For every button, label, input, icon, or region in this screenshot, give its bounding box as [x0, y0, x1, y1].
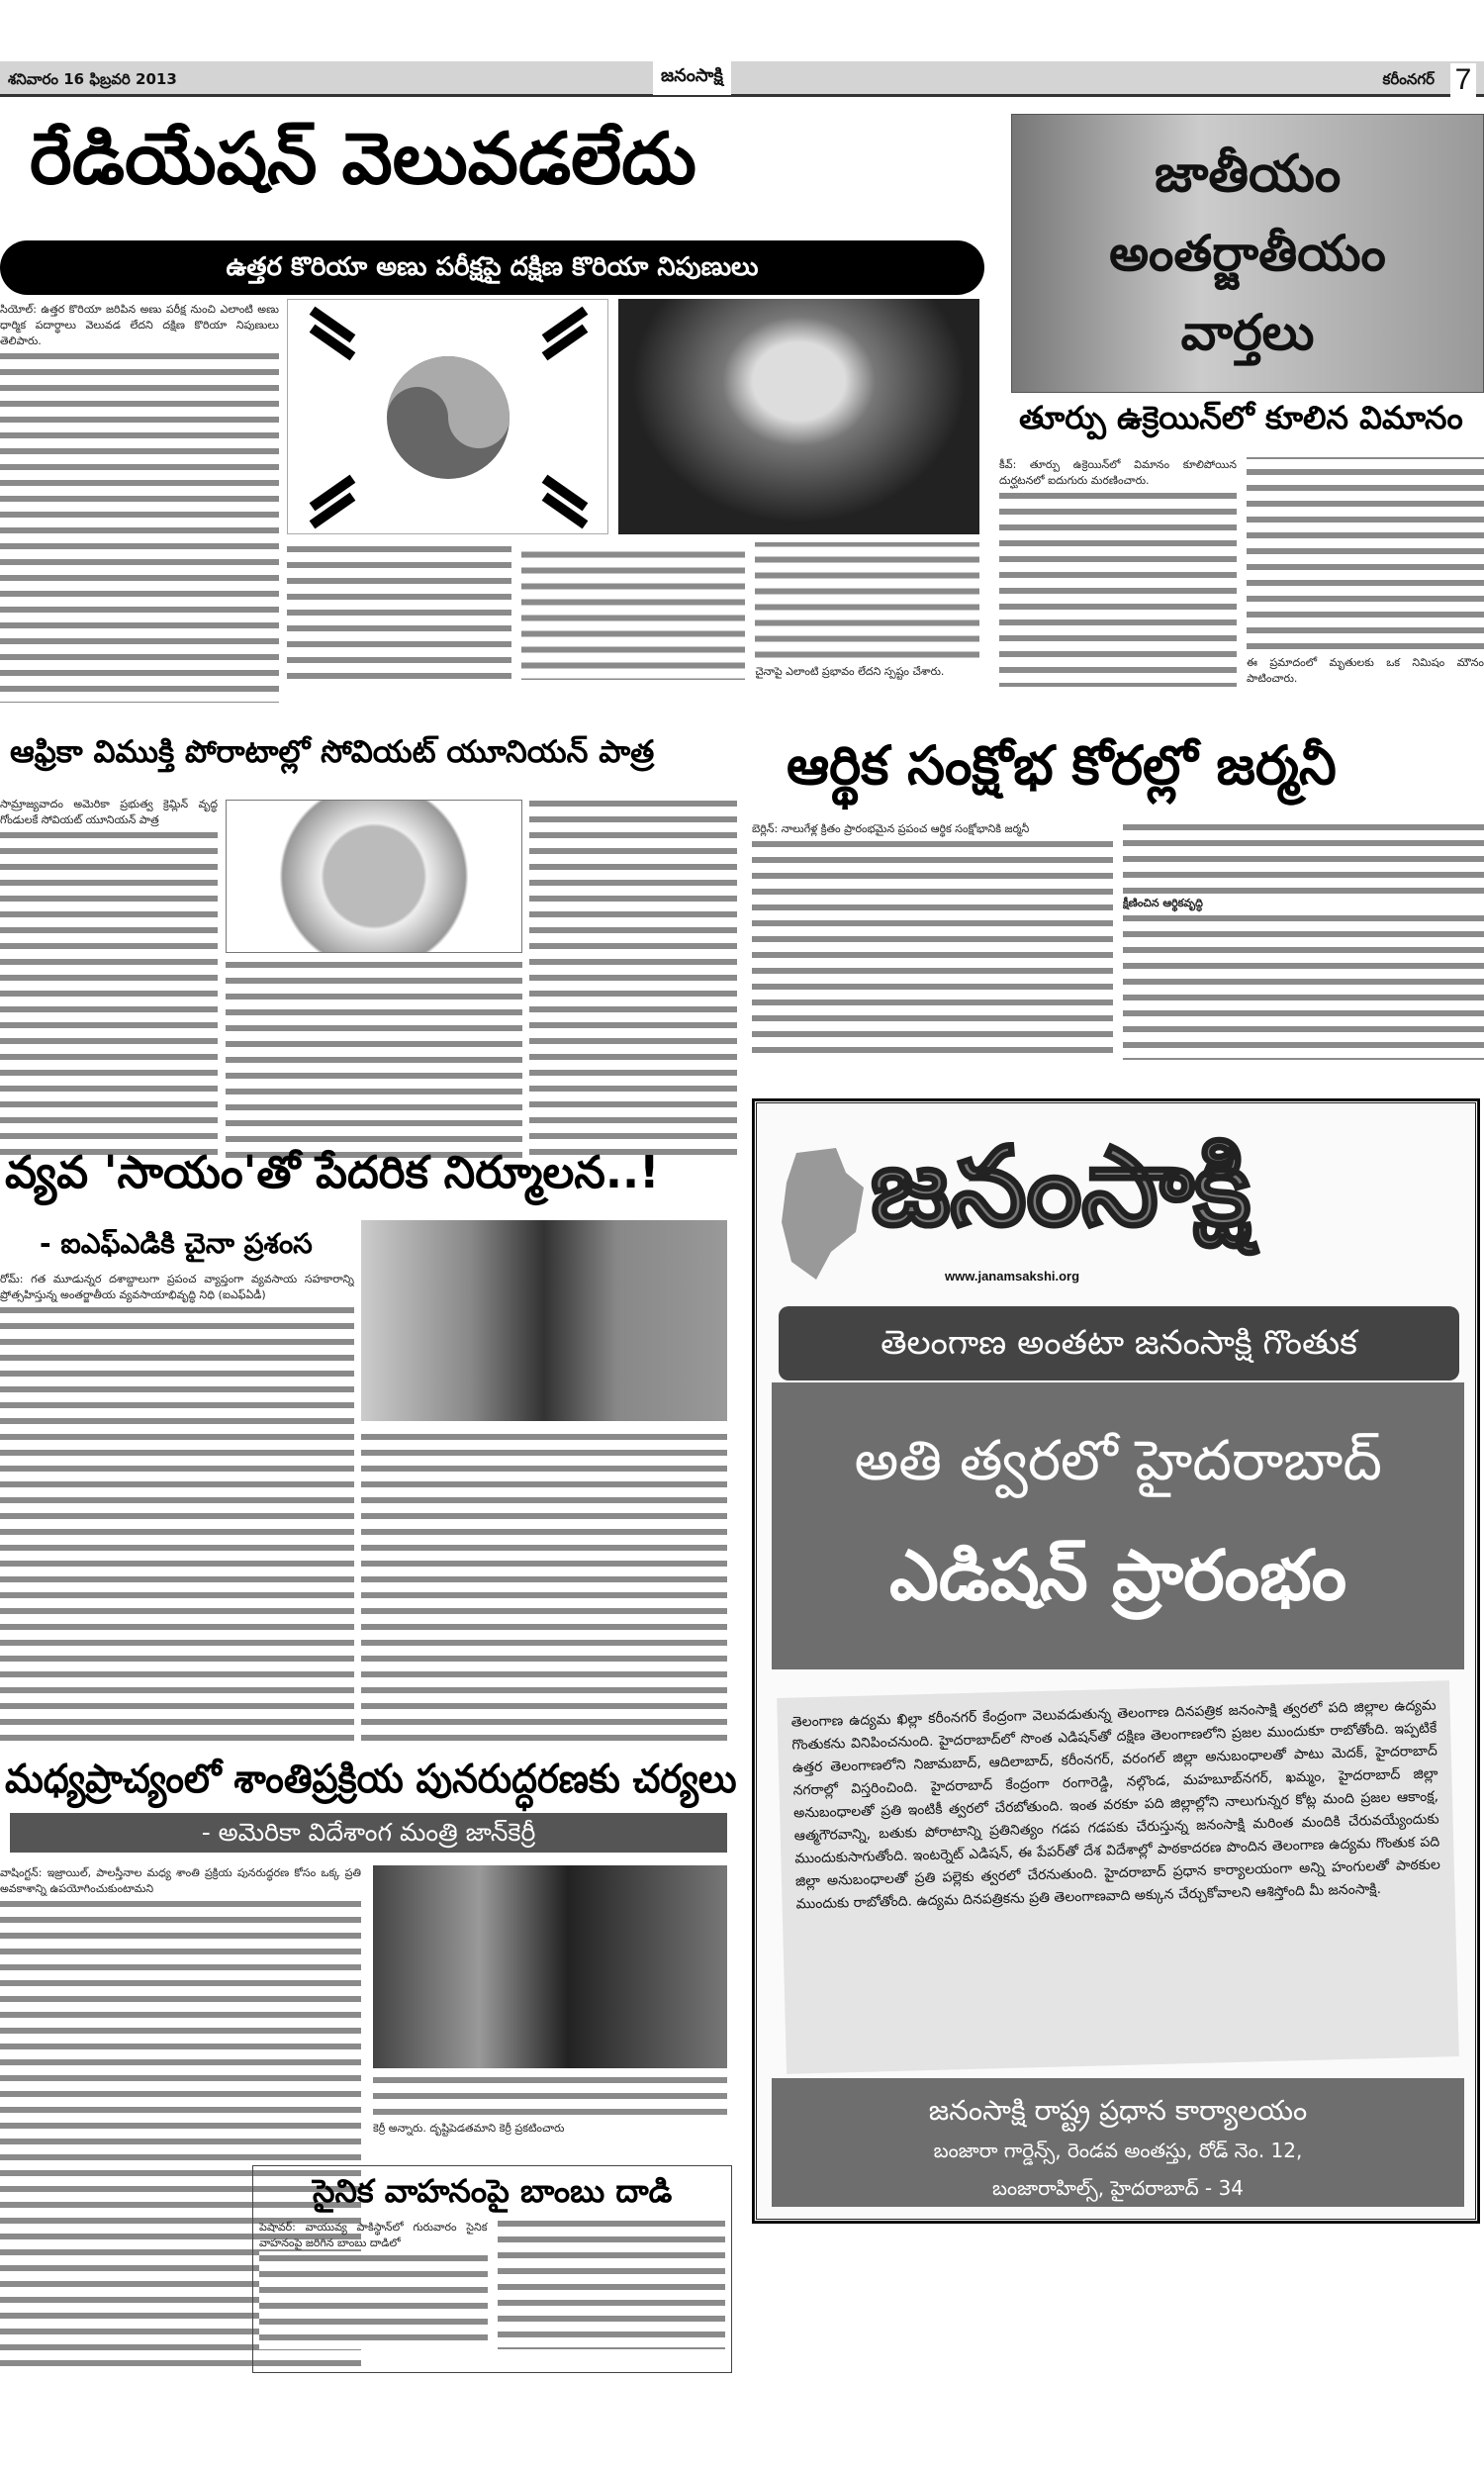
mideast-headline: మధ్యప్రాచ్యంలో శాంతిప్రక్రియ పునరుద్ధరణకు చర్యలు: [5, 1757, 737, 1802]
soviet-emblem-image: [226, 800, 522, 953]
soviet-body-under: [226, 958, 522, 1161]
issue-date: శనివారం 16 ఫిబ్రవరి 2013: [8, 70, 177, 88]
korea-body-col1: సియోల్: ఉత్తర కొరియా జరిపిన అణు పరీక్ష నుంచి ఎలాంటి అణు ధార్మిక పదార్థాలు వెలువడ లేదని దక్షిణ కొరియా నిపుణులు తెలిపారు.: [0, 302, 279, 703]
mideast-body-col2: కెర్రీ అన్నారు. దృష్టిపెడతమాని కెర్రీ ప్రకటించారు: [373, 2073, 727, 2147]
mideast-body-col1: వాషింగ్టన్: ఇజ్రాయిల్, పాలస్తీనాల మధ్య శాంతి ప్రక్రియ పునరుద్ధరణ కోసం ఒక్క ప్రతి అవకాశాన్ని ఉపయోగించుకుంటామని: [0, 1865, 361, 2370]
bomb-body: పెషావర్: వాయువ్య పాకిస్థాన్‌లో గురువారం సైనిక వాహనంపై జరిగిన బాంబు దాడిలో: [259, 2220, 725, 2363]
official-portrait-photo: [361, 1220, 727, 1421]
korea-subheadline: ఉత్తర కొరియా అణు పరీక్షపై దక్షిణ కొరియా నిపుణులు: [0, 240, 984, 295]
masthead-logo: జనంసాక్షి: [653, 61, 731, 95]
korea-headline: రేడియేషన్ వెలువడలేదు: [30, 117, 696, 200]
page-header: [0, 61, 1484, 97]
ad-tagline: తెలంగాణ అంతటా జనంసాక్షి గొంతుక: [779, 1306, 1459, 1380]
national-international-banner: జాతీయం అంతర్జాతీయం వార్తలు: [1011, 114, 1484, 393]
ad-body-text: తెలంగాణ ఉద్యమ ఖిల్లా కరీంనగర్ కేంద్రంగా వెలువడుతున్న తెలంగాణ దినపత్రిక జనంసాక్షి త్వరలో పది జిల్లాల ఉద్యమ గొంతుకను వినిపించనుంది. హైదరాబాద్‌లో సొంత ఎడిషన్‌తో దక్షిణ తెలంగాణలోని ప్రజల ముందుకూ రాబోతోంది. ఇప్పటికే ఉత్తర తెలంగాణలోని నిజామబాద్, ఆదిలాబాద్, కరీంనగర్, వరంగల్ జిల్లా అనుబంధాలతో పాటు మెదక్, హైదరాబాద్ నగరాల్లో విస్తరించింది. హైదరాబాద్ కేంద్రంగా రంగారెడ్డి, నల్గొండ, మహబూబ్‌నగర్, ఖమ్మం, హైదరాబాద్ జిల్లా అనుబంధాలతో ప్రతి ఇంటికీ త్వరలో చేరబోతుంది. ఇంత వరకూ పది జిల్లాల్లోని నాలుగున్నర కోట్ల మంది ప్రజల ఆకాంక్ష, ఆత్మగౌరవాన్ని, బతుకు పోరాటాన్ని ప్రతినిత్యం గడప గడపకు చేరుస్తున్న జనంసాక్షి మరింత మందికి చేరువయ్యేందుకు ముందుకుసాగుతోంది. ఇంటర్నెట్ ఎడిషన్, ఈ పేపర్‌తో దేశ విదేశాల్లో పాఠకాదరణ పొందిన తెలంగాణ ఉద్యమ గొంతుక పది జిల్లా అనుబంధాలతో ప్రతి పల్లెకు త్వరలో చేరనుతుంది. హైదరాబాద్ ప్రధాన కార్యాలయంగా అన్ని హంగులతో పాఠకుల ముందుకు రాబోతోంది. ఉద్యమ దినపత్రికను ప్రతి తెలంగాణవాది అక్కున చేర్చుకోవాలని ఆశిస్తోంది మీ జనంసాక్షి.: [777, 1680, 1459, 2074]
ad-logo: జనంసాక్షి: [871, 1123, 1252, 1250]
germany-body: బెర్లిన్: నాలుగేళ్ల క్రితం ప్రారంభమైన ప్రపంచ ఆర్థిక సంక్షోభానికి జర్మనీ క్షీణించిన ఆర్థికవృద్ధి: [752, 821, 1484, 1084]
ad-headline-panel: అతి త్వరలో హైదరాబాద్ ఎడిషన్ ప్రారంభం: [772, 1382, 1464, 1669]
janamsakshi-advertisement: [754, 1100, 1478, 2222]
ifad-body-col1: రోమ్: గత మూడున్నర దశాబ్దాలుగా ప్రపంచ వ్యాప్తంగా వ్యవసాయ సహకారాన్ని ప్రోత్సహిస్తున్న అంతర్జాతీయ వ్యవసాయాభివృద్ధి నిధి (ఐఎఫ్‌ఏడీ): [0, 1272, 354, 1742]
ifad-body-col2: [361, 1430, 727, 1742]
nuclear-explosion-photo: [618, 299, 979, 534]
soviet-body-col1: సామ్రాజ్యవాదం అమెరికా ప్రభుత్వ క్రెమ్లిన్ వృద్ధ గోండులకే సోవియట్ యూనియన్ పాత్ర: [0, 797, 218, 1163]
korea-body-cols: చైనాపై ఎలాంటి ప్రభావం లేదని స్పష్టం చేశారు.: [287, 542, 979, 701]
mideast-subheadline: - అమెరికా విదేశాంగ మంత్రి జాన్‌కెర్రీ: [10, 1813, 727, 1853]
ukraine-headline: తూర్పు ఉక్రెయిన్‌లో కూలిన విమానం: [1019, 399, 1463, 436]
john-kerry-photo: [373, 1865, 727, 2068]
ukraine-body: కీవ్: తూర్పు ఉక్రెయిన్‌లో విమానం కూలిపోయిన దుర్ఘటనలో ఐదుగురు మరణించారు. ఈ ప్రమాదంలో మృతులకు ఒక నిమిషం మౌనం పాటించారు.: [999, 458, 1484, 685]
page-number: 7: [1450, 63, 1476, 103]
bomb-attack-box: [252, 2165, 732, 2373]
bomb-headline: సైనిక వాహనంపై బాంబు దాడి: [313, 2172, 673, 2210]
ifad-subheadline: - ఐఎఫ్‌ఎడికి చైనా ప్రశంస: [40, 1227, 313, 1260]
ad-website[interactable]: www.janamsakshi.org: [945, 1269, 1080, 1284]
ifad-headline: వ్యవ 'సాయం'తో పేదరిక నిర్మూలన..!: [5, 1146, 660, 1198]
korea-flag-image: [287, 299, 608, 534]
telangana-map-icon: [777, 1143, 866, 1282]
soviet-body-col3: [529, 797, 737, 1163]
soviet-headline: ఆఫ్రికా విముక్తి పోరాటాల్లో సోవియట్ యూనియన్ పాత్ర: [10, 734, 655, 770]
edition-city: కరీంనగర్: [1382, 70, 1435, 88]
ad-office-address: జనంసాక్షి రాష్ట్ర ప్రధాన కార్యాలయం బంజారా గార్డెన్స్, రెండవ అంతస్తు, రోడ్ నెం. 12, బంజారాహిల్స్, హైదరాబాద్ - 34: [772, 2078, 1464, 2207]
germany-headline: ఆర్థిక సంక్షోభ కోరల్లో జర్మనీ: [787, 734, 1337, 797]
